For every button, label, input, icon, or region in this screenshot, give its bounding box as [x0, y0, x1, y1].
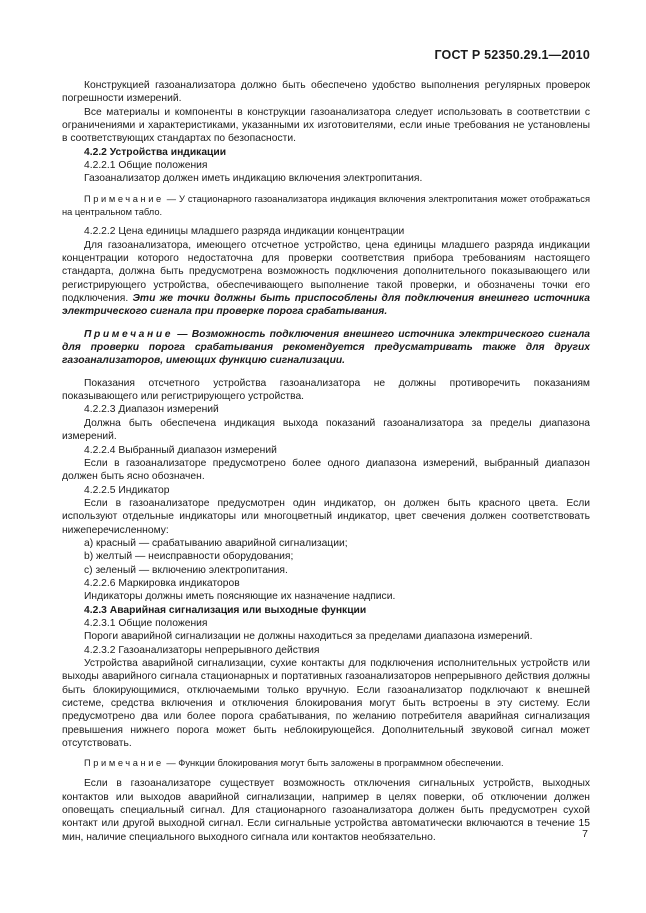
paragraph: Должна быть обеспечена индикация выхода показаний газоанализатора за пределы диапазона измерений.: [62, 417, 590, 443]
note: [62, 328, 590, 368]
list-item: b) желтый — неисправности оборудования;: [84, 551, 294, 563]
subsection-heading-4-2-2-4: 4.2.2.4 Выбранный диапазон измерений: [84, 444, 277, 456]
subsection-heading-4-2-2-5: 4.2.2.5 Индикатор: [84, 484, 170, 496]
paragraph: Если в газоанализаторе предусмотрено более одного диапазона измерений, выбранный диапазон должен быть ясно обозначен.: [62, 457, 590, 483]
subsection-heading-4-2-2-6: 4.2.2.6 Маркировка индикаторов: [84, 577, 240, 589]
list-item: а) красный — срабатыванию аварийной сигнализации;: [84, 537, 348, 549]
paragraph: Все материалы и компоненты в конструкции газоанализатора следует использовать в соответствии с ограничениями и характеристиками, указанными их изготовителями, если иные требования не установлены в соответствующих стандартах по безопасности.: [62, 106, 590, 145]
note-label: Примечание: [84, 758, 164, 769]
paragraph: Конструкцией газоанализатора должно быть обеспечено удобство выполнения регулярных проверок погрешности измерений.: [62, 80, 590, 105]
paragraph: Если в газоанализаторе предусмотрен один индикатор, он должен быть красного цвета. Если используют отдельные индикаторы или многоцветный индикатор, цвет свечения должен соответствовать нижеперечисленному:: [62, 497, 590, 536]
document-body: [62, 79, 590, 844]
paragraph: Если в газоанализаторе существует возможность отключения сигнальных устройств, выходных контактов или выходов аварийной сигнализации, например в целях поверки, об отключении должен оповещать специальный сигнал. Для стационарного газоанализатора должен быть предусмотрен сухой контакт или другой выходной сигнал. Если сигнальные устройства автоматически включаются в течение 15 мин, наличие специального выходного сигнала или контактов необязательно.: [62, 778, 590, 843]
subsection-heading-4-2-2-1: 4.2.2.1 Общие положения: [84, 160, 208, 172]
note: [62, 757, 590, 770]
note-label: Примечание: [84, 328, 174, 340]
note-label: Примечание: [84, 193, 164, 204]
list-item: с) зеленый — включению электропитания.: [84, 564, 288, 576]
subsection-heading-4-2-3-1: 4.2.3.1 Общие положения: [84, 617, 208, 629]
note-text: — Возможность подключения внешнего источника электрического сигнала для проверки порога срабатывания рекомендуется предусматривать также для других газоанализаторов, имеющих функцию сигнализации.: [62, 328, 590, 367]
paragraph-text: Для газоанализатора, имеющего отсчетное устройство, цена единицы младшего разряда индикации концентрации которого недостаточна для проверки соответствия прибора требованиям настоящего стандарта, должна быть предусмотрена возможность подключения дополнительного показывающего или регистрирующего устройства, обеспечивающего выполнение такой проверки, и обозначены точки его подключения.: [62, 239, 590, 305]
page-number: 7: [582, 828, 588, 840]
page-header-standard-code: ГОСТ Р 52350.29.1—2010: [434, 48, 590, 62]
note-text: — У стационарного газоанализатора индикация включения электропитания может отображаться на центральном табло.: [62, 193, 590, 217]
section-heading-4-2-3: 4.2.3 Аварийная сигнализация или выходные функции: [84, 604, 367, 616]
emphasized-text: Эти же точки должны быть приспособлены для подключения внешнего источника электрического сигнала при проверке порога срабатывания.: [62, 293, 590, 318]
paragraph: Показания отсчетного устройства газоанализатора не должны противоречить показаниям показывающего или регистрирующего устройства.: [62, 377, 590, 403]
subsection-heading-4-2-2-3: 4.2.2.3 Диапазон измерений: [84, 404, 219, 416]
paragraph: Пороги аварийной сигнализации не должны находиться за пределами диапазона измерений.: [84, 631, 533, 643]
paragraph: [62, 239, 590, 319]
paragraph: Устройства аварийной сигнализации, сухие контакты для подключения исполнительных устройств или выходы аварийного сигнала стационарных и портативных газоанализаторов непрерывного действия должны быть блокирующимися, отключаемыми только вручную. Если газоанализатор подключают к внешней системе, средства включения и отключения блокирования могут быть встроены в эту систему. Если предусмотрено два или более порога срабатывания, по желанию потребителя аварийная сигнализация превышения нижнего порога может быть неблокирующейся. Дополнительный звуковой сигнал может отсутствовать.: [62, 658, 590, 750]
subsection-heading-4-2-2-2: 4.2.2.2 Цена единицы младшего разряда индикации концентрации: [84, 226, 405, 238]
section-heading-4-2-2: 4.2.2 Устройства индикации: [84, 146, 227, 158]
subsection-heading-4-2-3-2: 4.2.3.2 Газоанализаторы непрерывного действия: [84, 644, 320, 656]
paragraph: Индикаторы должны иметь поясняющие их назначение надписи.: [84, 591, 396, 603]
note-text: — Функции блокирования могут быть заложены в программном обеспечении.: [166, 758, 504, 769]
paragraph: Газоанализатор должен иметь индикацию включения электропитания.: [84, 173, 423, 185]
note: [62, 193, 590, 219]
